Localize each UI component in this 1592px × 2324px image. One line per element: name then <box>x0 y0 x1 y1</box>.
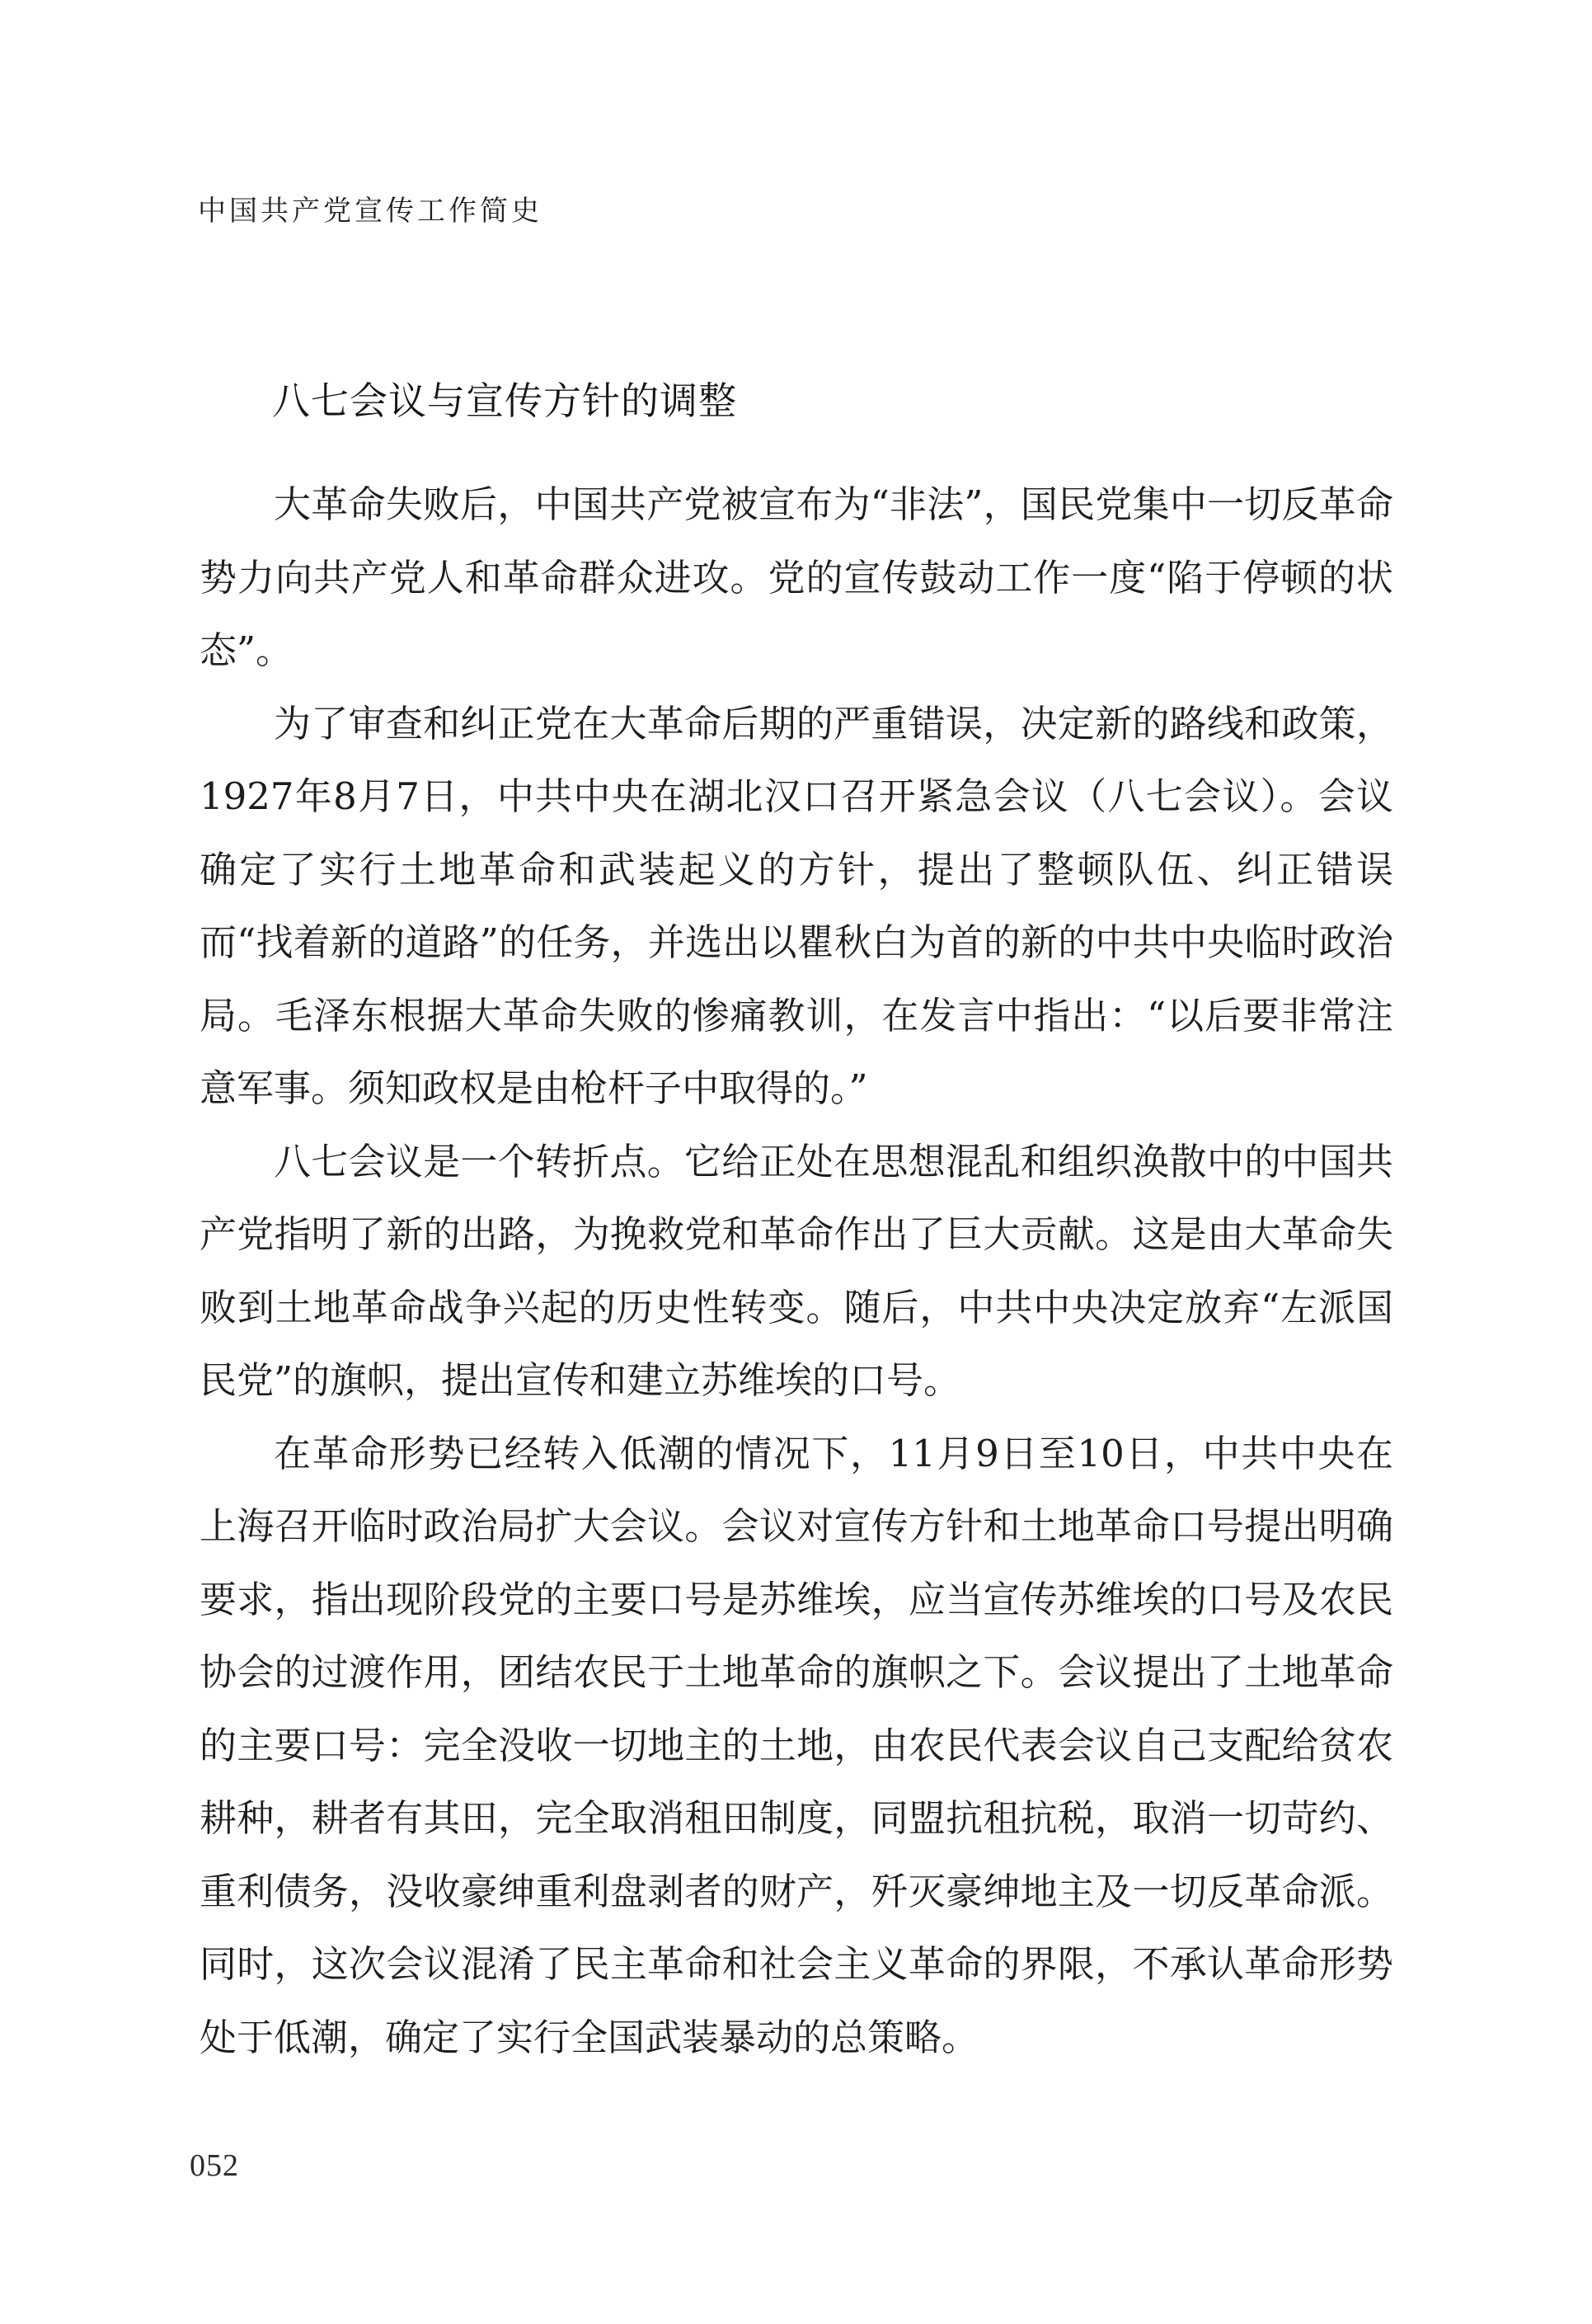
paragraph: 为了审查和纠正党在大革命后期的严重错误，决定新的路线和政策，1927年8月7日，中共中央在湖北汉口召开紧急会议（八七会议）。会议确定了实行土地革命和武装起义的方针，提出了整顿队伍、纠正错误而“找着新的道路”的任务，并选出以瞿秋白为首的新的中共中央临时政治局。毛泽东根据大革命失败的惨痛教训，在发言中指出：“以后要非常注意军事。须知政权是由枪杆子中取得的。” <box>200 701 1393 1110</box>
running-header: 中国共产党宣传工作简史 <box>198 195 542 228</box>
section-title: 八七会议与宣传方针的调整 <box>272 379 737 423</box>
paragraph: 在革命形势已经转入低潮的情况下，11月9日至10日，中共中央在上海召开临时政治局扩大会议。会议对宣传方针和土地革命口号提出明确要求，指出现阶段党的主要口号是苏维埃，应当宣传苏维埃的口号及农民协会的过渡作用，团结农民于土地革命的旗帜之下。会议提出了土地革命的主要口号：完全没收一切地主的土地，由农民代表会议自己支配给贫农耕种，耕者有其田，完全取消租田制度，同盟抗租抗税，取消一切苛约、重利债务，没收豪绅重利盘剥者的财产，歼灭豪绅地主及一切反革命派。同时，这次会议混淆了民主革命和社会主义革命的界限，不承认革命形势处于低潮，确定了实行全国武装暴动的总策略。 <box>200 1431 1393 2059</box>
page-number: 052 <box>190 2148 239 2183</box>
paragraph: 八七会议是一个转折点。它给正处在思想混乱和组织涣散中的中国共产党指明了新的出路，为挽救党和革命作出了巨大贡献。这是由大革命失败到土地革命战争兴起的历史性转变。随后，中共中央决定放弃“左派国民党”的旗帜，提出宣传和建立苏维埃的口号。 <box>200 1139 1393 1402</box>
body-text <box>200 468 1393 2074</box>
paragraph: 大革命失败后，中国共产党被宣布为“非法”，国民党集中一切反革命势力向共产党人和革命群众进攻。党的宣传鼓动工作一度“陷于停顿的状态”。 <box>200 482 1393 672</box>
